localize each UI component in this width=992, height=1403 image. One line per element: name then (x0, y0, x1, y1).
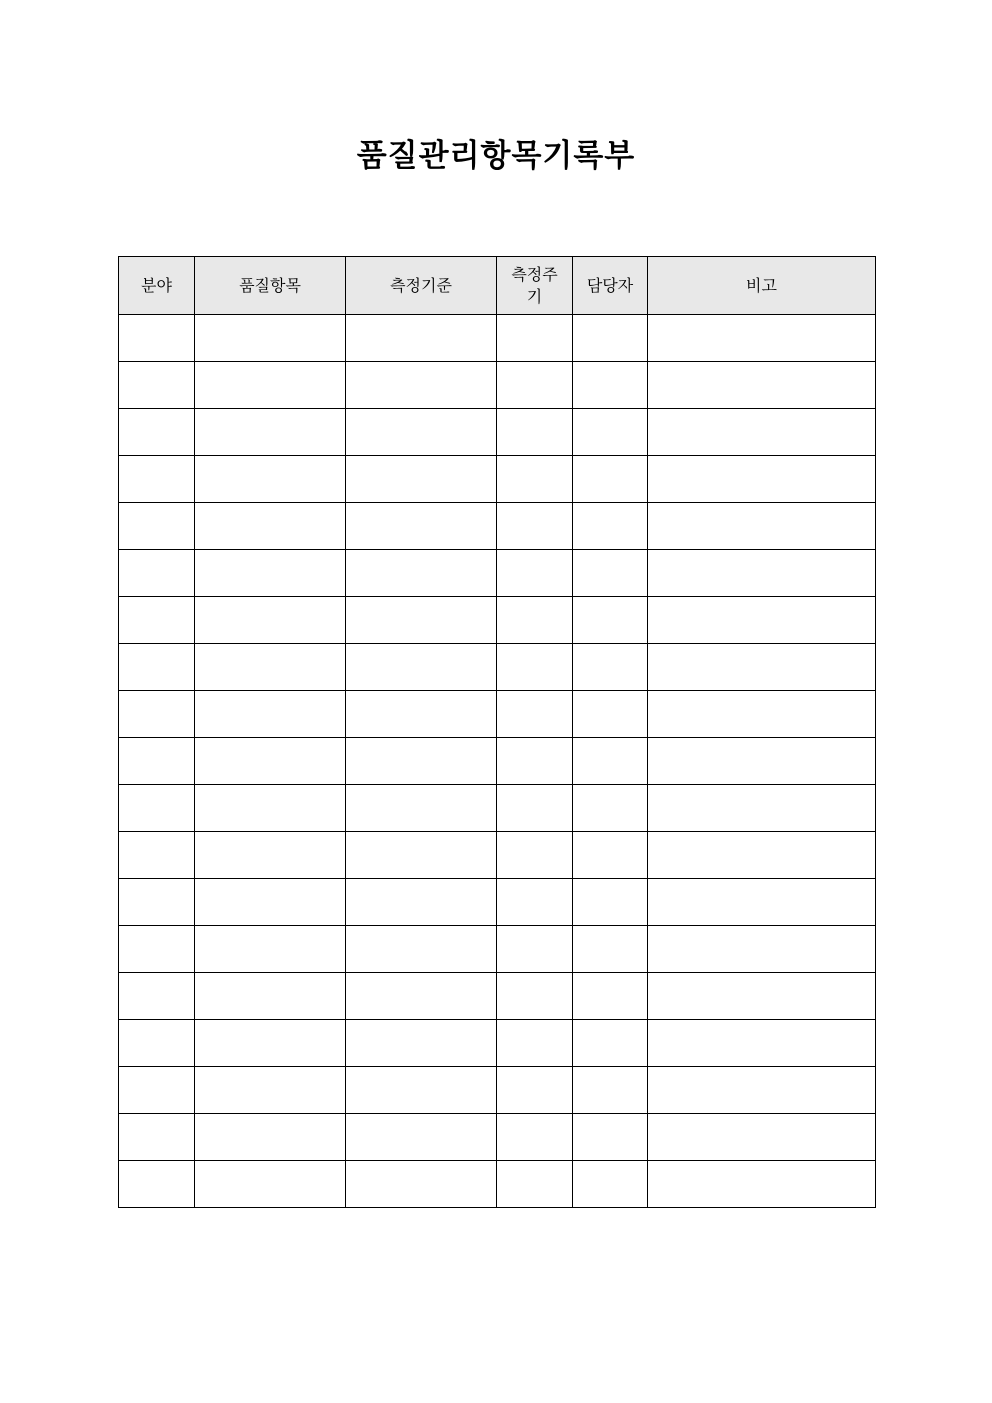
remarks-cell[interactable] (648, 503, 876, 550)
field-cell[interactable] (119, 409, 195, 456)
person-in-charge-cell[interactable] (573, 1114, 648, 1161)
quality-item-cell[interactable] (195, 503, 346, 550)
person-in-charge-cell[interactable] (573, 691, 648, 738)
field-cell[interactable] (119, 1161, 195, 1208)
measurement-standard-cell[interactable] (346, 1067, 497, 1114)
remarks-cell[interactable] (648, 456, 876, 503)
person-in-charge-cell[interactable] (573, 926, 648, 973)
quality-item-cell[interactable] (195, 550, 346, 597)
measurement-standard-cell[interactable] (346, 785, 497, 832)
measurement-cycle-cell[interactable] (497, 785, 573, 832)
measurement-cycle-cell[interactable] (497, 691, 573, 738)
header-remarks: 비고 (648, 257, 876, 315)
measurement-standard-cell[interactable] (346, 1020, 497, 1067)
person-in-charge-cell[interactable] (573, 409, 648, 456)
measurement-cycle-cell[interactable] (497, 315, 573, 362)
measurement-cycle-cell[interactable] (497, 644, 573, 691)
header-measurement-cycle (497, 257, 573, 315)
measurement-standard-cell[interactable] (346, 1161, 497, 1208)
table-body (119, 315, 876, 1208)
remarks-cell[interactable] (648, 832, 876, 879)
quality-item-cell[interactable] (195, 362, 346, 409)
remarks-cell[interactable] (648, 785, 876, 832)
person-in-charge-cell[interactable] (573, 362, 648, 409)
quality-item-cell[interactable] (195, 315, 346, 362)
field-cell[interactable] (119, 1067, 195, 1114)
field-cell[interactable] (119, 362, 195, 409)
field-cell[interactable] (119, 550, 195, 597)
remarks-cell[interactable] (648, 362, 876, 409)
measurement-cycle-cell[interactable] (497, 456, 573, 503)
measurement-cycle-cell[interactable] (497, 832, 573, 879)
table-row (119, 409, 876, 456)
remarks-cell[interactable] (648, 409, 876, 456)
measurement-cycle-cell[interactable] (497, 1161, 573, 1208)
table-row (119, 691, 876, 738)
remarks-cell[interactable] (648, 973, 876, 1020)
field-cell[interactable] (119, 691, 195, 738)
quality-item-cell[interactable] (195, 409, 346, 456)
measurement-cycle-cell[interactable] (497, 503, 573, 550)
measurement-standard-cell[interactable] (346, 973, 497, 1020)
remarks-cell[interactable] (648, 1020, 876, 1067)
table-row (119, 503, 876, 550)
table-row (119, 456, 876, 503)
header-field: 분야 (119, 257, 195, 315)
table-row (119, 785, 876, 832)
field-cell[interactable] (119, 456, 195, 503)
header-quality-item: 품질항목 (195, 257, 346, 315)
table-row (119, 362, 876, 409)
quality-item-cell[interactable] (195, 973, 346, 1020)
table-row (119, 315, 876, 362)
person-in-charge-cell[interactable] (573, 1161, 648, 1208)
measurement-cycle-cell[interactable] (497, 1114, 573, 1161)
measurement-standard-cell[interactable] (346, 315, 497, 362)
measurement-standard-cell[interactable] (346, 456, 497, 503)
measurement-cycle-cell[interactable] (497, 597, 573, 644)
field-cell[interactable] (119, 644, 195, 691)
table-row (119, 879, 876, 926)
remarks-cell[interactable] (648, 691, 876, 738)
quality-item-cell[interactable] (195, 785, 346, 832)
field-cell[interactable] (119, 315, 195, 362)
field-cell[interactable] (119, 879, 195, 926)
person-in-charge-cell[interactable] (573, 1020, 648, 1067)
person-in-charge-cell[interactable] (573, 785, 648, 832)
person-in-charge-cell[interactable] (573, 832, 648, 879)
measurement-cycle-cell[interactable] (497, 973, 573, 1020)
measurement-standard-cell[interactable] (346, 691, 497, 738)
measurement-standard-cell[interactable] (346, 409, 497, 456)
person-in-charge-cell[interactable] (573, 597, 648, 644)
quality-item-cell[interactable] (195, 1067, 346, 1114)
remarks-cell[interactable] (648, 597, 876, 644)
person-in-charge-cell[interactable] (573, 315, 648, 362)
quality-item-cell[interactable] (195, 456, 346, 503)
remarks-cell[interactable] (648, 644, 876, 691)
table-row (119, 738, 876, 785)
remarks-cell[interactable] (648, 550, 876, 597)
remarks-cell[interactable] (648, 1067, 876, 1114)
page-title: 품질관리항목기록부 (356, 138, 636, 174)
person-in-charge-cell[interactable] (573, 644, 648, 691)
measurement-standard-cell[interactable] (346, 550, 497, 597)
header-person-in-charge: 담당자 (573, 257, 648, 315)
measurement-cycle-cell[interactable] (497, 1067, 573, 1114)
measurement-cycle-cell[interactable] (497, 738, 573, 785)
table-row (119, 1020, 876, 1067)
table-row (119, 1114, 876, 1161)
field-cell[interactable] (119, 973, 195, 1020)
person-in-charge-cell[interactable] (573, 550, 648, 597)
field-cell[interactable] (119, 503, 195, 550)
field-cell[interactable] (119, 738, 195, 785)
table-row (119, 644, 876, 691)
measurement-standard-cell[interactable] (346, 926, 497, 973)
table-row (119, 926, 876, 973)
table-row (119, 550, 876, 597)
measurement-standard-cell[interactable] (346, 832, 497, 879)
header-row (119, 257, 876, 315)
table-row (119, 1067, 876, 1114)
quality-item-cell[interactable] (195, 1161, 346, 1208)
measurement-standard-cell[interactable] (346, 879, 497, 926)
quality-item-cell[interactable] (195, 1020, 346, 1067)
measurement-standard-cell[interactable] (346, 738, 497, 785)
field-cell[interactable] (119, 832, 195, 879)
quality-item-cell[interactable] (195, 597, 346, 644)
quality-item-cell[interactable] (195, 926, 346, 973)
measurement-cycle-cell[interactable] (497, 879, 573, 926)
measurement-cycle-cell[interactable] (497, 926, 573, 973)
measurement-standard-cell[interactable] (346, 1114, 497, 1161)
field-cell[interactable] (119, 926, 195, 973)
table-row (119, 973, 876, 1020)
table-row (119, 832, 876, 879)
quality-item-cell[interactable] (195, 879, 346, 926)
person-in-charge-cell[interactable] (573, 973, 648, 1020)
remarks-cell[interactable] (648, 1161, 876, 1208)
quality-item-cell[interactable] (195, 691, 346, 738)
table-row (119, 1161, 876, 1208)
table-row (119, 597, 876, 644)
person-in-charge-cell[interactable] (573, 503, 648, 550)
measurement-cycle-cell[interactable] (497, 550, 573, 597)
quality-item-cell[interactable] (195, 738, 346, 785)
remarks-cell[interactable] (648, 1114, 876, 1161)
field-cell[interactable] (119, 597, 195, 644)
measurement-standard-cell[interactable] (346, 644, 497, 691)
field-cell[interactable] (119, 1020, 195, 1067)
quality-record-table (118, 256, 876, 1208)
header-measurement-cycle-label: 측정주기 (511, 264, 558, 306)
measurement-standard-cell[interactable] (346, 362, 497, 409)
remarks-cell[interactable] (648, 738, 876, 785)
measurement-standard-cell[interactable] (346, 503, 497, 550)
quality-item-cell[interactable] (195, 644, 346, 691)
remarks-cell[interactable] (648, 315, 876, 362)
measurement-cycle-cell[interactable] (497, 1020, 573, 1067)
person-in-charge-cell[interactable] (573, 1067, 648, 1114)
person-in-charge-cell[interactable] (573, 879, 648, 926)
remarks-cell[interactable] (648, 926, 876, 973)
quality-item-cell[interactable] (195, 1114, 346, 1161)
field-cell[interactable] (119, 785, 195, 832)
remarks-cell[interactable] (648, 879, 876, 926)
measurement-cycle-cell[interactable] (497, 409, 573, 456)
measurement-standard-cell[interactable] (346, 597, 497, 644)
person-in-charge-cell[interactable] (573, 738, 648, 785)
measurement-cycle-cell[interactable] (497, 362, 573, 409)
quality-item-cell[interactable] (195, 832, 346, 879)
field-cell[interactable] (119, 1114, 195, 1161)
header-measurement-standard: 측정기준 (346, 257, 497, 315)
person-in-charge-cell[interactable] (573, 456, 648, 503)
